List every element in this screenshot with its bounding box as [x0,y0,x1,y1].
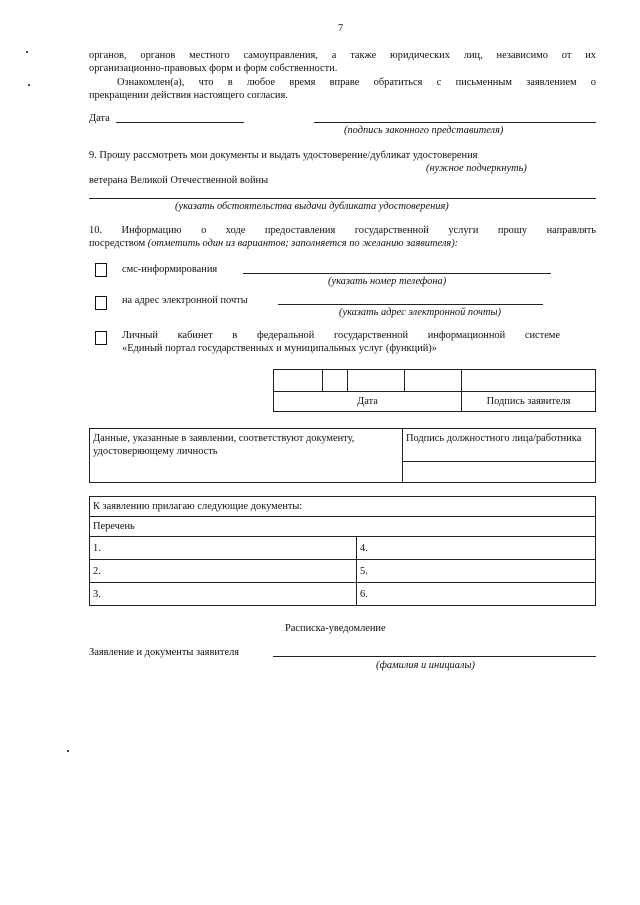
representative-signature-caption: (подпись законного представителя) [344,125,504,136]
document-item-4[interactable]: 4. [357,537,596,560]
applicant-signature-cell[interactable] [462,370,596,392]
date-cell-month[interactable] [323,370,348,392]
applicant-name-field[interactable] [273,656,596,657]
phone-number-caption: (указать номер телефона) [328,276,447,287]
intro-line-4: прекращении действия настоящего согласия. [89,90,288,101]
attached-documents-table [89,496,596,606]
applicant-signature-caption: Подпись заявителя [462,392,596,412]
email-option-label: на адрес электронной почты [122,295,248,306]
official-signature-label: Подпись должностного лица/работника [403,429,596,462]
receipt-title: Расписка-уведомление [285,623,386,634]
official-signature-cell[interactable] [403,462,596,483]
section-10-line-2 [89,237,458,250]
duplicate-reason-field[interactable] [89,198,596,199]
duplicate-reason-caption: (указать обстоятельства выдачи дубликата удостоверения) [175,201,449,212]
document-item-3[interactable]: 3. [90,583,357,606]
email-address-field[interactable] [278,304,543,305]
attached-documents-header: К заявлению прилагаю следующие документы: [90,497,596,517]
underline-hint: (нужное подчеркнуть) [426,163,527,174]
documents-list-label: Перечень [90,517,596,537]
document-item-6[interactable]: 6. [357,583,596,606]
sms-option-checkbox[interactable] [95,263,107,277]
verification-table [89,428,596,483]
personal-account-label-line-2: «Единый портал государственных и муниципальных услуг (функций)» [122,343,437,354]
section-9-text: 9. Прошу рассмотреть мои документы и выдать удостоверение/дубликат удостоверения [89,150,478,161]
intro-line-3: Ознакомлен(а), что в любое время вправе обратиться с письменным заявлением о [117,77,596,88]
date-cell-year-2[interactable] [405,370,462,392]
representative-signature-field[interactable] [314,122,596,123]
date-signature-table [273,369,596,412]
date-cell-year-1[interactable] [348,370,405,392]
intro-line-2: организационно-правовых форм и форм собственности. [89,63,338,74]
document-item-1[interactable]: 1. [90,537,357,560]
scan-speck [26,51,28,53]
personal-account-label-line-1: Личный кабинет в федеральной государственной информационной системе [122,330,560,341]
receipt-line-label: Заявление и документы заявителя [89,647,240,658]
date-caption: Дата [274,392,462,412]
page-number: 7 [338,23,344,34]
date-field[interactable] [116,122,244,123]
document-item-2[interactable]: 2. [90,560,357,583]
document-item-5[interactable]: 5. [357,560,596,583]
date-label: Дата [89,113,110,124]
sms-option-label: смс-информирования [122,264,218,275]
date-cell-day[interactable] [274,370,323,392]
intro-line-1: органов, органов местного самоуправления, а также юридических лиц, независимо от их [89,50,596,61]
email-address-caption: (указать адрес электронной почты) [339,307,501,318]
section-10-line-2-plain: посредством [89,238,148,249]
section-9-line-2: ветерана Великой Отечественной войны [89,175,269,186]
section-10-line-2-italic: (отметить один из вариантов; заполняется по желанию заявителя): [147,238,459,249]
phone-number-field[interactable] [243,273,551,274]
email-option-checkbox[interactable] [95,296,107,310]
applicant-name-caption: (фамилия и инициалы) [376,660,475,671]
identity-match-statement: Данные, указанные в заявлении, соответствуют документу, удостоверяющему личность [90,429,403,483]
personal-account-checkbox[interactable] [95,331,107,345]
scan-speck [28,84,30,86]
section-10-line-1: 10. Информацию о ходе предоставления государственной услуги прошу направлять [89,225,596,236]
scan-speck [67,750,69,752]
